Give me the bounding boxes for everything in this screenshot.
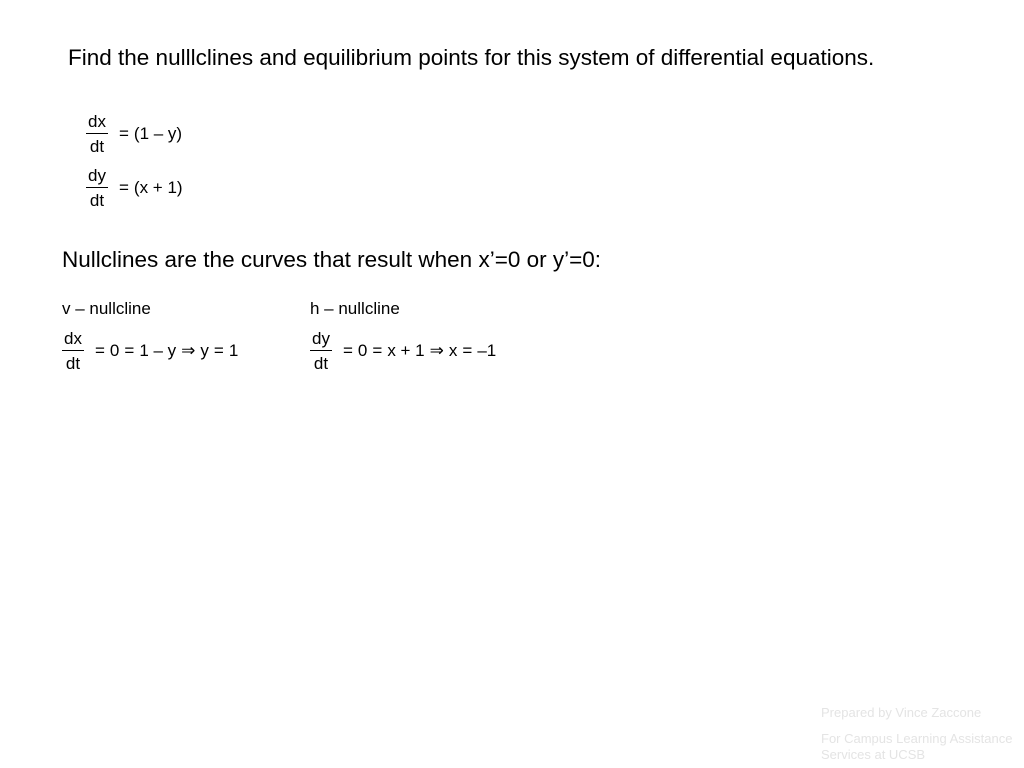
term: = <box>342 341 353 360</box>
footer-author: Prepared by Vince Zaccone <box>821 705 982 720</box>
term: 1 <box>228 341 239 360</box>
h-nullcline-equation <box>310 329 496 373</box>
equals-sign: = <box>118 124 129 143</box>
term: x <box>448 341 458 360</box>
implies-arrow: ⇒ <box>181 341 196 360</box>
term: = <box>462 341 473 360</box>
denominator: dt <box>313 354 329 373</box>
denominator: dt <box>89 137 105 156</box>
nullcline-explanation: Nullclines are the curves that result when x’=0 or y’=0: <box>62 247 602 272</box>
footer-affiliation: For Campus Learning Assistance Services at UCSB <box>821 731 1013 762</box>
term: = <box>124 341 135 360</box>
numerator: dy <box>310 329 332 351</box>
numerator: dx <box>86 112 108 134</box>
term: –1 <box>477 341 497 360</box>
h-nullcline-label: h – nullcline <box>310 299 400 318</box>
term: = <box>372 341 383 360</box>
right-hand-side: (1 – y) <box>133 124 183 143</box>
system-equation-1 <box>86 112 182 156</box>
fraction <box>86 112 108 156</box>
problem-title: Find the nulllclines and equilibrium points for this system of differential equations. <box>68 45 875 70</box>
right-hand-side: (x + 1) <box>133 178 183 197</box>
v-nullcline-equation <box>62 329 238 373</box>
fraction <box>310 329 332 373</box>
numerator: dy <box>86 166 108 188</box>
equals-sign: = <box>118 178 129 197</box>
numerator: dx <box>62 329 84 351</box>
term: 0 <box>109 341 120 360</box>
v-nullcline-label: v – nullcline <box>62 299 151 318</box>
term: 0 <box>357 341 368 360</box>
term: = <box>94 341 105 360</box>
denominator: dt <box>65 354 81 373</box>
term: 1 – y <box>139 341 177 360</box>
term: y <box>200 341 209 360</box>
term: = <box>213 341 224 360</box>
denominator: dt <box>89 191 105 210</box>
fraction <box>86 166 108 210</box>
system-equation-2 <box>86 166 183 210</box>
fraction <box>62 329 84 373</box>
implies-arrow: ⇒ <box>429 341 444 360</box>
term: x + 1 <box>387 341 425 360</box>
